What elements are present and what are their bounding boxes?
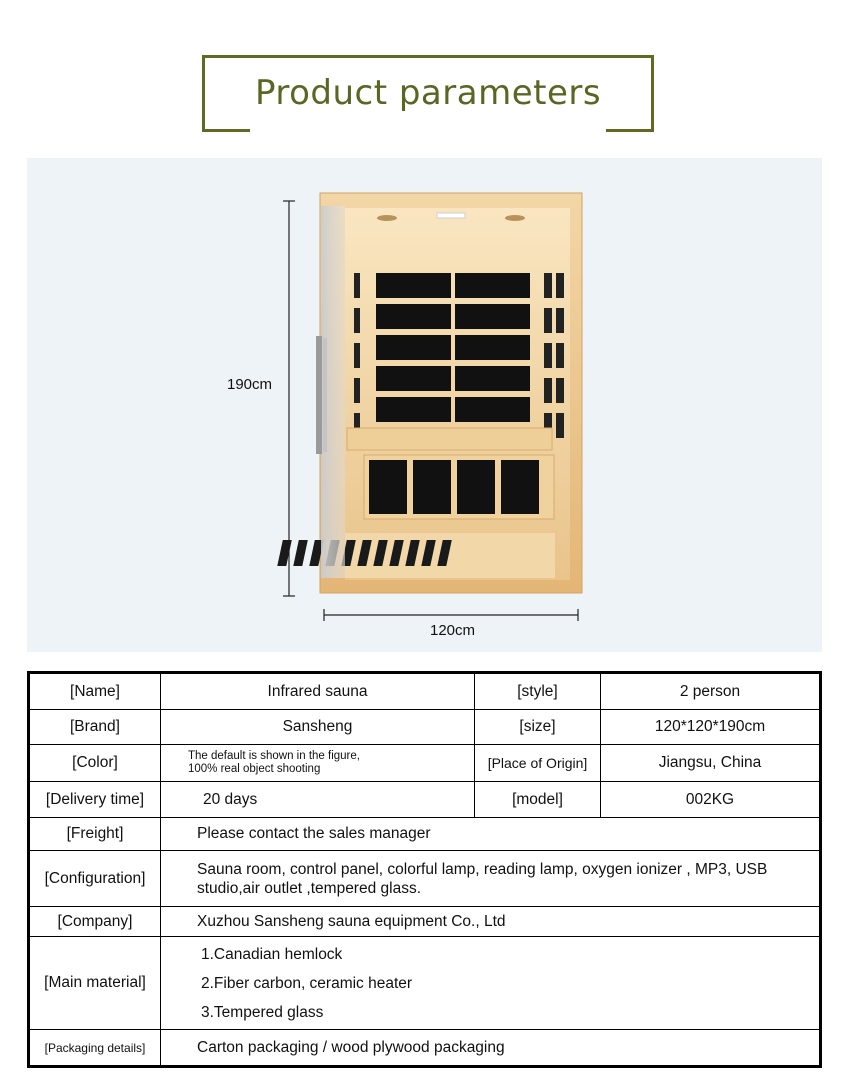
cell-value-brand: Sansheng (161, 710, 475, 745)
cell-label-company: [Company] (30, 907, 161, 937)
cell-label-main-material: [Main material] (30, 937, 161, 1030)
cell-value-size: 120*120*190cm (601, 710, 819, 745)
sauna-illustration (27, 158, 822, 652)
width-dimension-label: 120cm (430, 622, 476, 639)
configuration-line-1: Sauna room, control panel, colorful lamp, reading lamp, oxygen ionizer , MP3, USB (197, 860, 768, 878)
cell-label-origin: [Place of Origin] (475, 745, 601, 782)
title-frame (202, 55, 654, 132)
color-line-2: 100% real object shooting (188, 763, 321, 775)
cell-label-delivery: [Delivery time] (30, 782, 161, 818)
cell-label-color: [Color] (30, 745, 161, 782)
cell-label-name: [Name] (30, 674, 161, 710)
cell-label-style: [style] (475, 674, 601, 710)
height-dimension-label: 190cm (227, 376, 273, 393)
cell-value-origin: Jiangsu, China (601, 745, 819, 782)
cell-label-brand: [Brand] (30, 710, 161, 745)
cell-label-configuration: [Configuration] (30, 851, 161, 907)
cell-label-size: [size] (475, 710, 601, 745)
cell-value-company: Xuzhou Sansheng sauna equipment Co., Ltd (161, 907, 819, 937)
cell-value-delivery: 20 days (161, 782, 475, 818)
cell-value-model: 002KG (601, 782, 819, 818)
parameters-table (27, 671, 822, 1068)
cell-label-packaging: [Packaging details] (30, 1030, 161, 1065)
cell-value-freight: Please contact the sales manager (161, 818, 819, 851)
cell-label-freight: [Freight] (30, 818, 161, 851)
cell-value-style: 2 person (601, 674, 819, 710)
cell-value-configuration (161, 851, 819, 907)
material-line-1: 1.Canadian hemlock (201, 945, 343, 963)
product-image-panel (27, 158, 822, 652)
cell-label-model: [model] (475, 782, 601, 818)
color-line-1: The default is shown in the figure, (188, 750, 360, 762)
cell-value-packaging: Carton packaging / wood plywood packaging (197, 1038, 505, 1056)
material-line-3: 3.Tempered glass (201, 1003, 324, 1021)
material-line-2: 2.Fiber carbon, ceramic heater (201, 974, 413, 992)
cell-value-name: Infrared sauna (161, 674, 475, 710)
page-title: Product parameters (254, 73, 602, 113)
cell-value-main-material (161, 937, 819, 1030)
configuration-line-2: studio,air outlet ,tempered glass. (197, 879, 422, 897)
cell-value-color (161, 745, 475, 782)
